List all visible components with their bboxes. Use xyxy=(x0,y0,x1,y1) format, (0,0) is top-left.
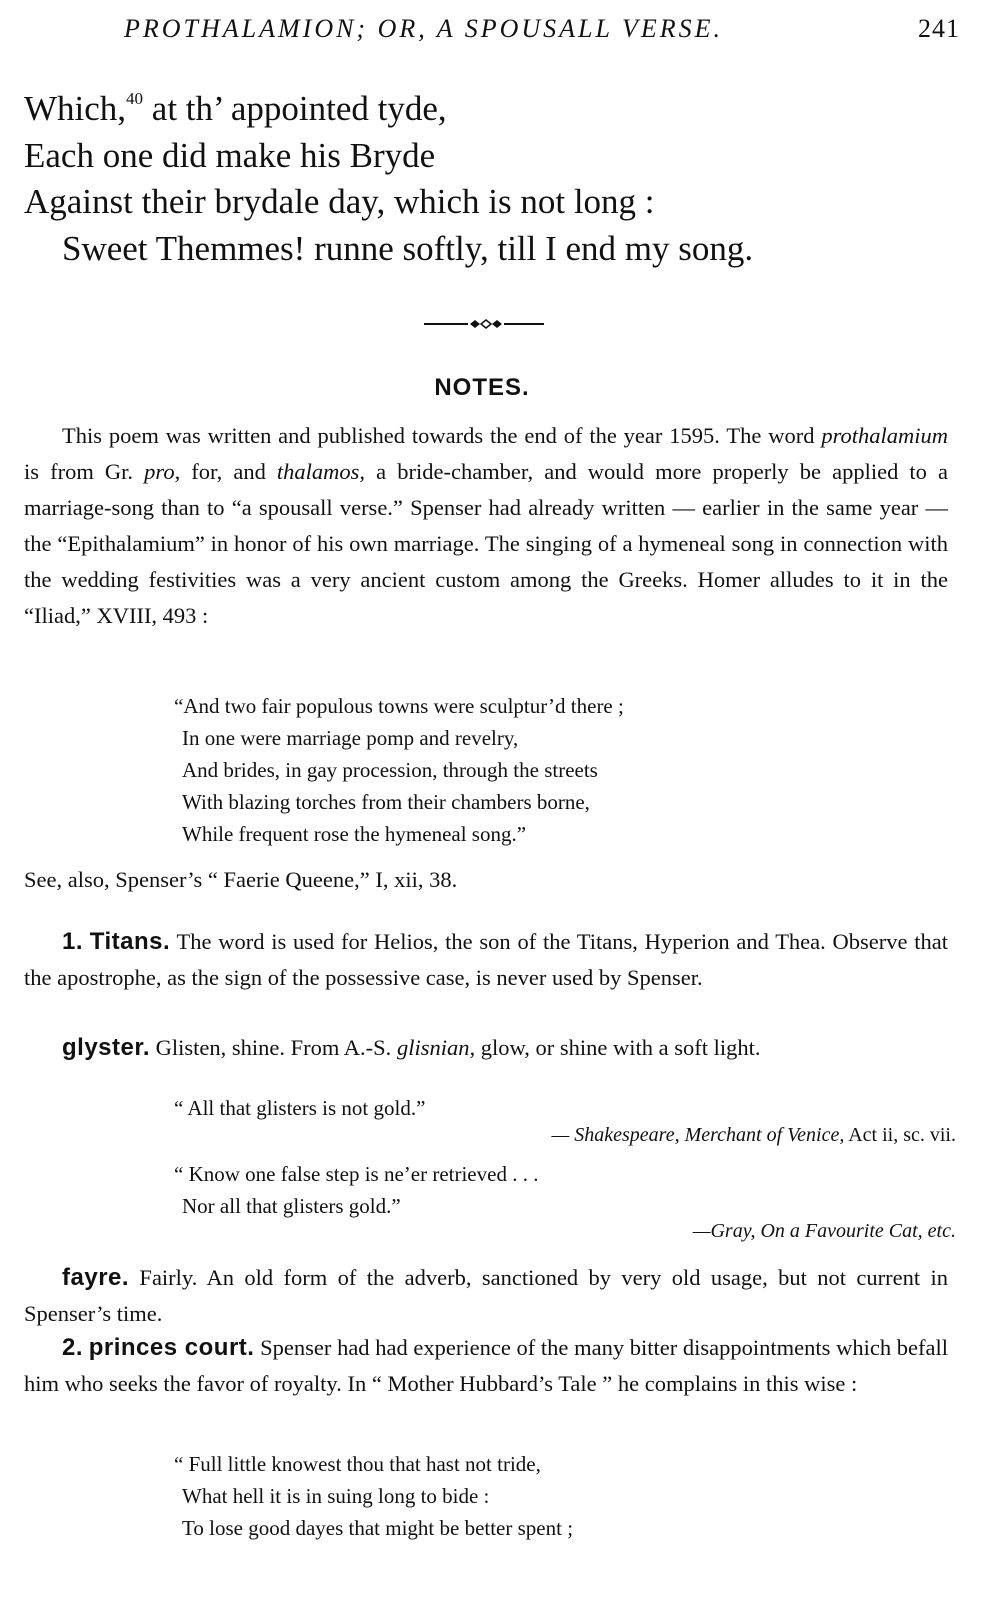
note-titans xyxy=(24,924,948,996)
notes-heading: NOTES. xyxy=(434,374,530,401)
note-number: 2. xyxy=(62,1334,84,1361)
note-text: glow, or shine with a soft light. xyxy=(475,1035,761,1060)
italic-term: thalamos, xyxy=(276,459,366,484)
note-paragraph xyxy=(24,1330,948,1402)
intro-paragraph xyxy=(24,418,948,634)
note-text: Spenser had had experience of the many bitter disappointments which befall him who seeks the favor of royalty. In “ Mother Hubbard’s Tale ” he complains in this wise : xyxy=(24,1335,948,1396)
footnote-ref: 40 xyxy=(126,89,144,108)
text-run: is from Gr. xyxy=(24,459,145,484)
poem-refrain: Sweet Themmes! runne softly, till I end my song. xyxy=(62,228,754,268)
quote-line: “And two fair populous towns were sculptur’d there ; xyxy=(174,694,624,718)
note-lemma: fayre. xyxy=(62,1264,130,1291)
gray-attribution xyxy=(693,1220,956,1243)
italic-term: glisnian, xyxy=(396,1035,476,1060)
shakespeare-attribution xyxy=(551,1124,956,1147)
page-number: 241 xyxy=(918,14,960,43)
poem-line xyxy=(24,86,964,133)
italic-term: pro, xyxy=(144,459,181,484)
section-divider-ornament xyxy=(424,318,544,330)
poem-line: Against their brydale day, which is not long : xyxy=(24,182,655,221)
note-paragraph xyxy=(24,1030,948,1066)
note-lemma: princes court. xyxy=(88,1334,255,1361)
note-number: 1. xyxy=(62,928,84,955)
poem-stanza xyxy=(24,86,964,272)
note-lemma: glyster. xyxy=(62,1034,151,1061)
gray-quote xyxy=(174,1158,539,1222)
attribution-source: Shakespeare, Merchant of Venice, xyxy=(574,1124,845,1146)
quote-line: What hell it is in suing long to bide : xyxy=(182,1484,490,1508)
attribution-dash: — xyxy=(551,1124,575,1146)
text-run: This poem was written and published towards the end of the year 1595. The word xyxy=(62,423,822,448)
quote-line: “ Full little knowest thou that hast not tride, xyxy=(174,1452,541,1476)
quote-line: To lose good dayes that might be better spent ; xyxy=(182,1516,574,1540)
running-title: PROTHALAMION; OR, A SPOUSALL VERSE. xyxy=(124,14,723,43)
notes-intro xyxy=(24,418,948,634)
note-paragraph xyxy=(24,924,948,996)
quote-line: With blazing torches from their chambers borne, xyxy=(182,790,590,814)
attribution-source: —Gray, On a Favourite Cat, etc. xyxy=(692,1220,956,1242)
quote-line: “ All that glisters is not gold.” xyxy=(174,1096,426,1120)
note-glyster xyxy=(24,1030,948,1066)
iliad-quote xyxy=(174,690,624,850)
note-text: Glisten, shine. From A.-S. xyxy=(150,1035,397,1060)
note-text: Fairly. An old form of the adverb, sanctioned by very old usage, but not current in Spenser’s time. xyxy=(24,1265,948,1326)
text-run: a bride-chamber, and would more properly be applied to a marriage-song than to “a spousall verse.” Spenser had already written — earlier in the same year — the “Epithalamium” in honor of his own marriage. The singing of a hymeneal song in connection with the wedding festivities was a very ancient custom among the Greeks. Homer alludes to it in the “Iliad,” XVIII, 493 : xyxy=(24,459,948,628)
poem-line-text: at th’ appointed tyde, xyxy=(143,89,447,128)
quote-line: In one were marriage pomp and revelry, xyxy=(182,726,519,750)
note-fayre xyxy=(24,1260,948,1332)
shakespeare-quote xyxy=(174,1092,426,1124)
running-header xyxy=(24,14,960,48)
note-lemma: Titans. xyxy=(89,928,171,955)
note-text: The word is used for Helios, the son of the Titans, Hyperion and Thea. Observe that the apostrophe, as the sign of the possessive case, is never used by Spenser. xyxy=(24,929,949,990)
see-also xyxy=(24,862,948,898)
note-princes-court xyxy=(24,1330,948,1402)
italic-term: prothalamium xyxy=(821,423,948,448)
quote-line: While frequent rose the hymeneal song.” xyxy=(182,822,527,846)
note-paragraph xyxy=(24,1260,948,1332)
poem-line-text: Which, xyxy=(24,89,127,128)
poem-line: Each one did make his Bryde xyxy=(24,135,436,175)
text-run: for, and xyxy=(180,459,277,484)
quote-line: Nor all that glisters gold.” xyxy=(182,1194,401,1218)
hubbard-quote xyxy=(174,1448,574,1544)
quote-line: And brides, in gay procession, through the streets xyxy=(182,758,598,782)
attribution-location: Act ii, sc. vii. xyxy=(844,1124,956,1146)
see-also-text: See, also, Spenser’s “ Faerie Queene,” I, xii, 38. xyxy=(24,867,458,892)
quote-line: “ Know one false step is ne’er retrieved . . . xyxy=(174,1162,539,1186)
